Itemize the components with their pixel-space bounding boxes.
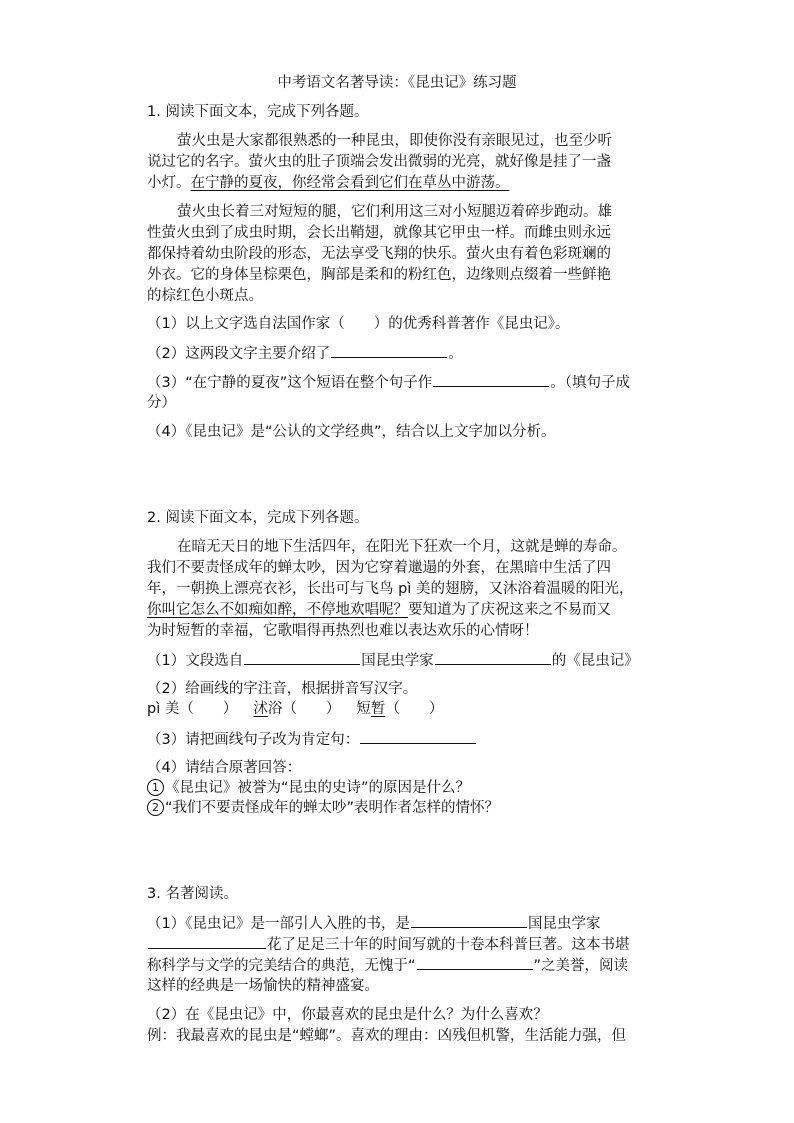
q2-sub1-text: （1）文段选自 bbox=[147, 653, 244, 669]
q2-heading: 2. 阅读下面文本，完成下列各题。 bbox=[147, 510, 369, 526]
answer-blank[interactable] bbox=[417, 955, 533, 970]
circled-number: 2 bbox=[147, 799, 164, 816]
q3-sub1-line bbox=[147, 955, 707, 976]
q3-sub1-mid: 国昆虫学家 bbox=[527, 916, 601, 932]
q2-item2-text: “我们不要责怪成年的蝉太吵”表明作者怎样的情怀？ bbox=[165, 800, 500, 816]
q2-sub3-text: （3）请把画线句子改为肯定句： bbox=[147, 732, 360, 748]
q2-para-line: 年，一朝换上漂亮衣衫，长出可与飞鸟 pì 美的翅膀，又沐浴着温暖的阳光， bbox=[147, 581, 634, 597]
q1-sub2 bbox=[147, 343, 707, 364]
answer-blank[interactable] bbox=[244, 650, 360, 665]
q3-sub1-line: 这样的经典是一场愉快的精神盛宴。 bbox=[147, 978, 379, 994]
q3-sub1-text2: 称科学与文学的完美结合的典范，无愧于“ bbox=[147, 958, 416, 974]
answer-blank[interactable] bbox=[435, 650, 551, 665]
q2-sub4: （4）请结合原著回答： bbox=[147, 760, 302, 776]
q1-para2-line: 都保持着幼虫阶段的形态，无法享受飞翔的快乐。萤火虫有着色彩斑斓的 bbox=[147, 246, 611, 262]
q2-sub1 bbox=[147, 650, 707, 671]
q3-example: 例：我最喜欢的昆虫是“螳螂”。喜欢的理由：凶残但机警，生活能力强，但 bbox=[147, 1028, 627, 1044]
q1-sub3-text: （3）“在宁静的夏夜”这个短语在整个句子作 bbox=[147, 375, 433, 391]
pinyin-pi-item: pì 美（ ） bbox=[147, 701, 238, 717]
pinyin-shu-char: 沭 bbox=[253, 701, 268, 717]
q1-heading: 1. 阅读下面文本，完成下列各题。 bbox=[147, 104, 369, 120]
q3-sub1-line bbox=[147, 913, 707, 934]
q3-heading: 3. 名著阅读。 bbox=[147, 886, 238, 902]
q1-para1-line: 说过它的名字。萤火虫的肚子顶端会发出微弱的光亮，就好像是挂了一盏 bbox=[147, 154, 611, 170]
q3-sub1-end: ”之美誉，阅读 bbox=[533, 958, 629, 974]
q2-item1-text: 《昆虫记》被誉为“昆虫的史诗”的原因是什么？ bbox=[165, 780, 471, 796]
answer-blank[interactable] bbox=[411, 913, 527, 928]
q3-sub1-text: （1）《昆虫记》是一部引人入胜的书，是 bbox=[147, 916, 410, 932]
q2-pinyin-row bbox=[147, 699, 707, 719]
q2-para-line: 为时短暂的幸福，它歌唱得再热烈也难以表达欢乐的心情呀！ bbox=[147, 623, 539, 639]
q1-para1-text: 小灯。 bbox=[147, 175, 191, 191]
q1-para2-line: 性萤火虫到了成虫时期，会长出鞘翅，就像其它甲虫一样。而雌虫则永远 bbox=[147, 225, 611, 241]
q1-para1-line bbox=[147, 173, 707, 193]
q1-sub3-end: 。（填句子成 bbox=[550, 375, 630, 391]
pinyin-zan-char: 暂 bbox=[370, 701, 386, 717]
q2-item1 bbox=[147, 778, 707, 798]
q2-para-line: 在暗无天日的地下生活四年，在阳光下狂欢一个月，这就是蝉的寿命。 bbox=[177, 539, 627, 555]
answer-blank[interactable] bbox=[433, 372, 549, 387]
q2-sub3 bbox=[147, 729, 707, 750]
q1-para2-line: 萤火虫长着三对短短的腿，它们利用这三对小短腿迈着碎步跑动。雄 bbox=[177, 204, 612, 220]
q1-para1-line: 萤火虫是大家都很熟悉的一种昆虫，即使你没有亲眼见过，也至少听 bbox=[177, 133, 612, 149]
q2-item2 bbox=[147, 798, 707, 818]
q3-sub1-line bbox=[147, 934, 707, 955]
q1-para2-line: 的棕红色小斑点。 bbox=[147, 288, 263, 304]
q1-sub2-end: 。 bbox=[448, 346, 463, 362]
answer-blank[interactable] bbox=[331, 343, 447, 358]
answer-blank[interactable] bbox=[360, 729, 476, 744]
q1-sub3 bbox=[147, 372, 707, 393]
q2-sub2: （2）给画线的字注音，根据拼音写汉字。 bbox=[147, 681, 418, 697]
q3-sub1-cont: 花了足足三十年的时间写就的十卷本科普巨著。这本书堪 bbox=[267, 937, 630, 953]
q1-sub4: （4）《昆虫记》是“公认的文学经典”，结合以上文字加以分析。 bbox=[147, 424, 556, 440]
q2-para-line: 我们不要责怪成年的蝉太吵，因为它穿着邋遢的外套，在黑暗中生活了四 bbox=[147, 560, 611, 576]
q3-sub2: （2）在《昆虫记》中，你最喜欢的昆虫是什么？为什么喜欢？ bbox=[147, 1007, 548, 1023]
answer-blank[interactable] bbox=[148, 934, 266, 949]
page-title: 中考语文名著导读：《昆虫记》练习题 bbox=[277, 75, 517, 91]
q2-sub1-end: 的《昆虫记》 bbox=[551, 653, 639, 669]
q1-sub2-text: （2）这两段文字主要介绍了 bbox=[147, 346, 331, 362]
q1-sub3-cont: 分） bbox=[147, 395, 176, 411]
pinyin-zan-prefix: 短 bbox=[356, 701, 371, 717]
q2-para-text: 要知道为了庆祝这来之不易而又 bbox=[408, 602, 611, 618]
q2-underlined-sentence: 你叫它怎么不如痴如醉，不停地欢唱呢？ bbox=[147, 602, 408, 618]
q1-underlined-sentence: 在宁静的夏夜，你经常会看到它们在草丛中游荡。 bbox=[190, 175, 510, 191]
q2-sub1-mid: 国昆虫学家 bbox=[361, 653, 434, 669]
circled-number: 1 bbox=[147, 779, 164, 796]
q1-para2-line: 外衣。它的身体呈棕栗色，胸部是柔和的粉红色，边缘则点缀着一些鲜艳 bbox=[147, 267, 611, 283]
pinyin-shu-item: 浴（ ） bbox=[267, 701, 341, 717]
q2-para-line bbox=[147, 600, 707, 620]
q1-sub1: （1）以上文字选自法国作家（ ）的优秀科普著作《昆虫记》。 bbox=[147, 316, 570, 332]
pinyin-zan-item: （ ） bbox=[385, 701, 444, 717]
